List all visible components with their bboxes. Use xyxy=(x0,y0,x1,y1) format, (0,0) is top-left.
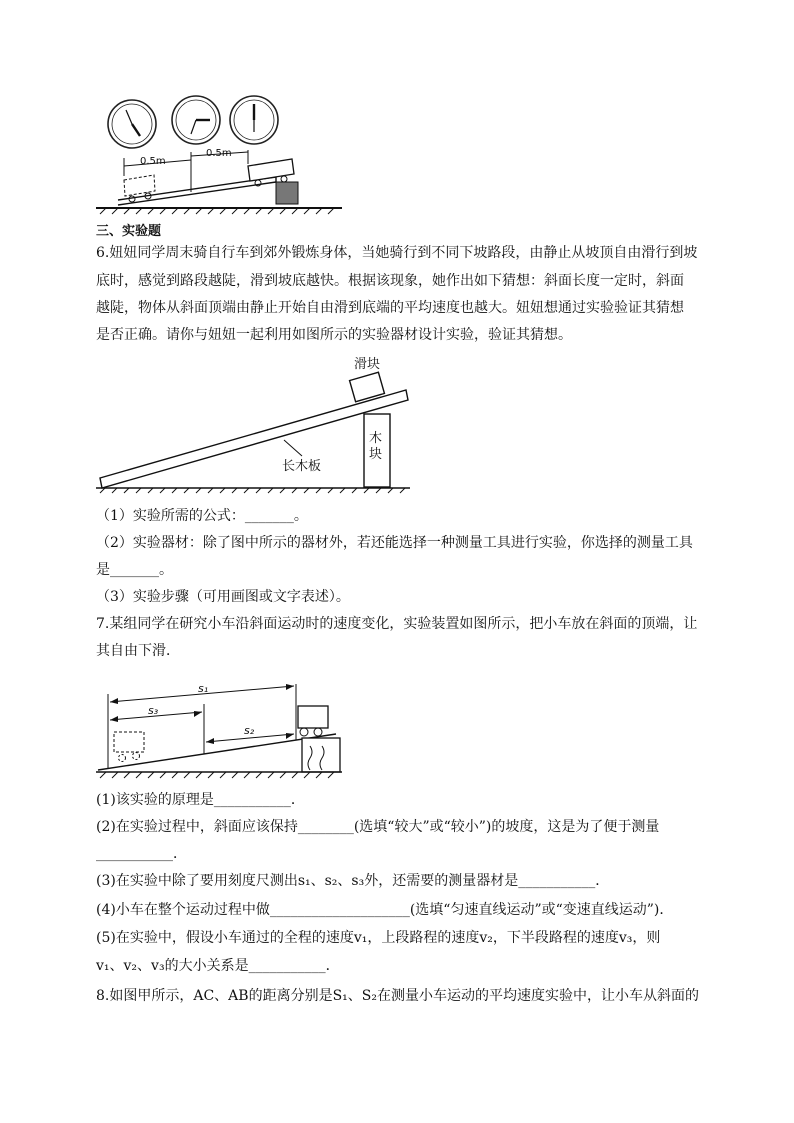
q6-line-2: 底时，感觉到路段越陡，滑到坡底越快。根据该现象，她作出如下猜想：斜面长度一定时，斜面 xyxy=(96,273,684,289)
label-s3: s₃ xyxy=(148,704,159,717)
clock-1 xyxy=(108,100,156,148)
figure-clocks-incline xyxy=(96,92,346,216)
q7-sub2-line1: (2)在实验过程中，斜面应该保持________(选填“较大”或“较小”)的坡度，这是为了便于测量 xyxy=(96,819,660,835)
q7-line-2: 其自由下滑． xyxy=(96,643,180,659)
q6-sub1: （1）实验所需的公式：_______。 xyxy=(96,508,308,524)
q6-line-1: 6.妞妞同学周末骑自行车到郊外锻炼身体，当她骑行到不同下坡路段，由静止从坡顶自由滑行到坡 xyxy=(96,245,698,261)
q7-sub2-line2: ___________． xyxy=(96,846,187,862)
q6-sub3: （3）实验步骤（可用画图或文字表述）。 xyxy=(96,589,350,605)
q7-sub5-line1: (5)在实验中，假设小车通过的全程的速度v₁，上段路程的速度v₂，下半段路程的速度v₃，则 xyxy=(96,930,661,946)
clock-2 xyxy=(172,96,220,144)
q6-sub2-line1: （2）实验器材：除了图中所示的器材外，若还能选择一种测量工具进行实验，你选择的测量工具 xyxy=(96,535,693,551)
slider-label: 滑块 xyxy=(354,357,381,372)
section-heading: 三、实验题 xyxy=(96,224,162,239)
q6-sub2-line2: 是_______。 xyxy=(96,562,173,578)
label-s1: s₁ xyxy=(198,682,209,695)
q7-sub4: (4)小车在整个运动过程中做____________________(选填“匀速直线运动”或“变速直线运动”)． xyxy=(96,902,674,918)
cart-bottom-dashed xyxy=(114,732,144,762)
figure-cart-incline xyxy=(96,676,346,784)
board-label: 长木板 xyxy=(282,459,322,474)
cart-top xyxy=(298,706,328,736)
label-s2: s₂ xyxy=(244,724,255,737)
wood-block-label-1: 木 xyxy=(369,431,383,446)
wood-block-label-2: 块 xyxy=(369,447,383,462)
q7-sub1: (1)该实验的原理是___________． xyxy=(96,792,305,808)
distance-label-b: 0.5m xyxy=(206,148,232,159)
q7-sub5-line2: v₁、v₂、v₃的大小关系是___________． xyxy=(96,958,340,974)
figure-slider-board xyxy=(96,352,416,494)
q7-line-1: 7.某组同学在研究小车沿斜面运动时的速度变化，实验装置如图所示，把小车放在斜面的顶端，让 xyxy=(96,616,698,632)
q6-line-3: 越陡，物体从斜面顶端由静止开始自由滑到底端的平均速度也越大。妞妞想通过实验验证其猜想 xyxy=(96,300,684,316)
support-block xyxy=(276,182,298,204)
distance-label-a: 0.5m xyxy=(140,156,166,167)
support-block xyxy=(302,738,340,772)
board xyxy=(100,390,408,488)
clock-3 xyxy=(230,96,278,144)
q8-line-1: 8.如图甲所示，AC、AB的距离分别是S₁、S₂在测量小车运动的平均速度实验中，让小车从斜面的 xyxy=(96,988,699,1004)
q7-sub3: (3)在实验中除了要用刻度尺测出s₁、s₂、s₃外，还需要的测量器材是___________． xyxy=(96,873,610,889)
q6-line-4: 是否正确。请你与妞妞一起利用如图所示的实验器材设计实验，验证其猜想。 xyxy=(96,327,572,343)
